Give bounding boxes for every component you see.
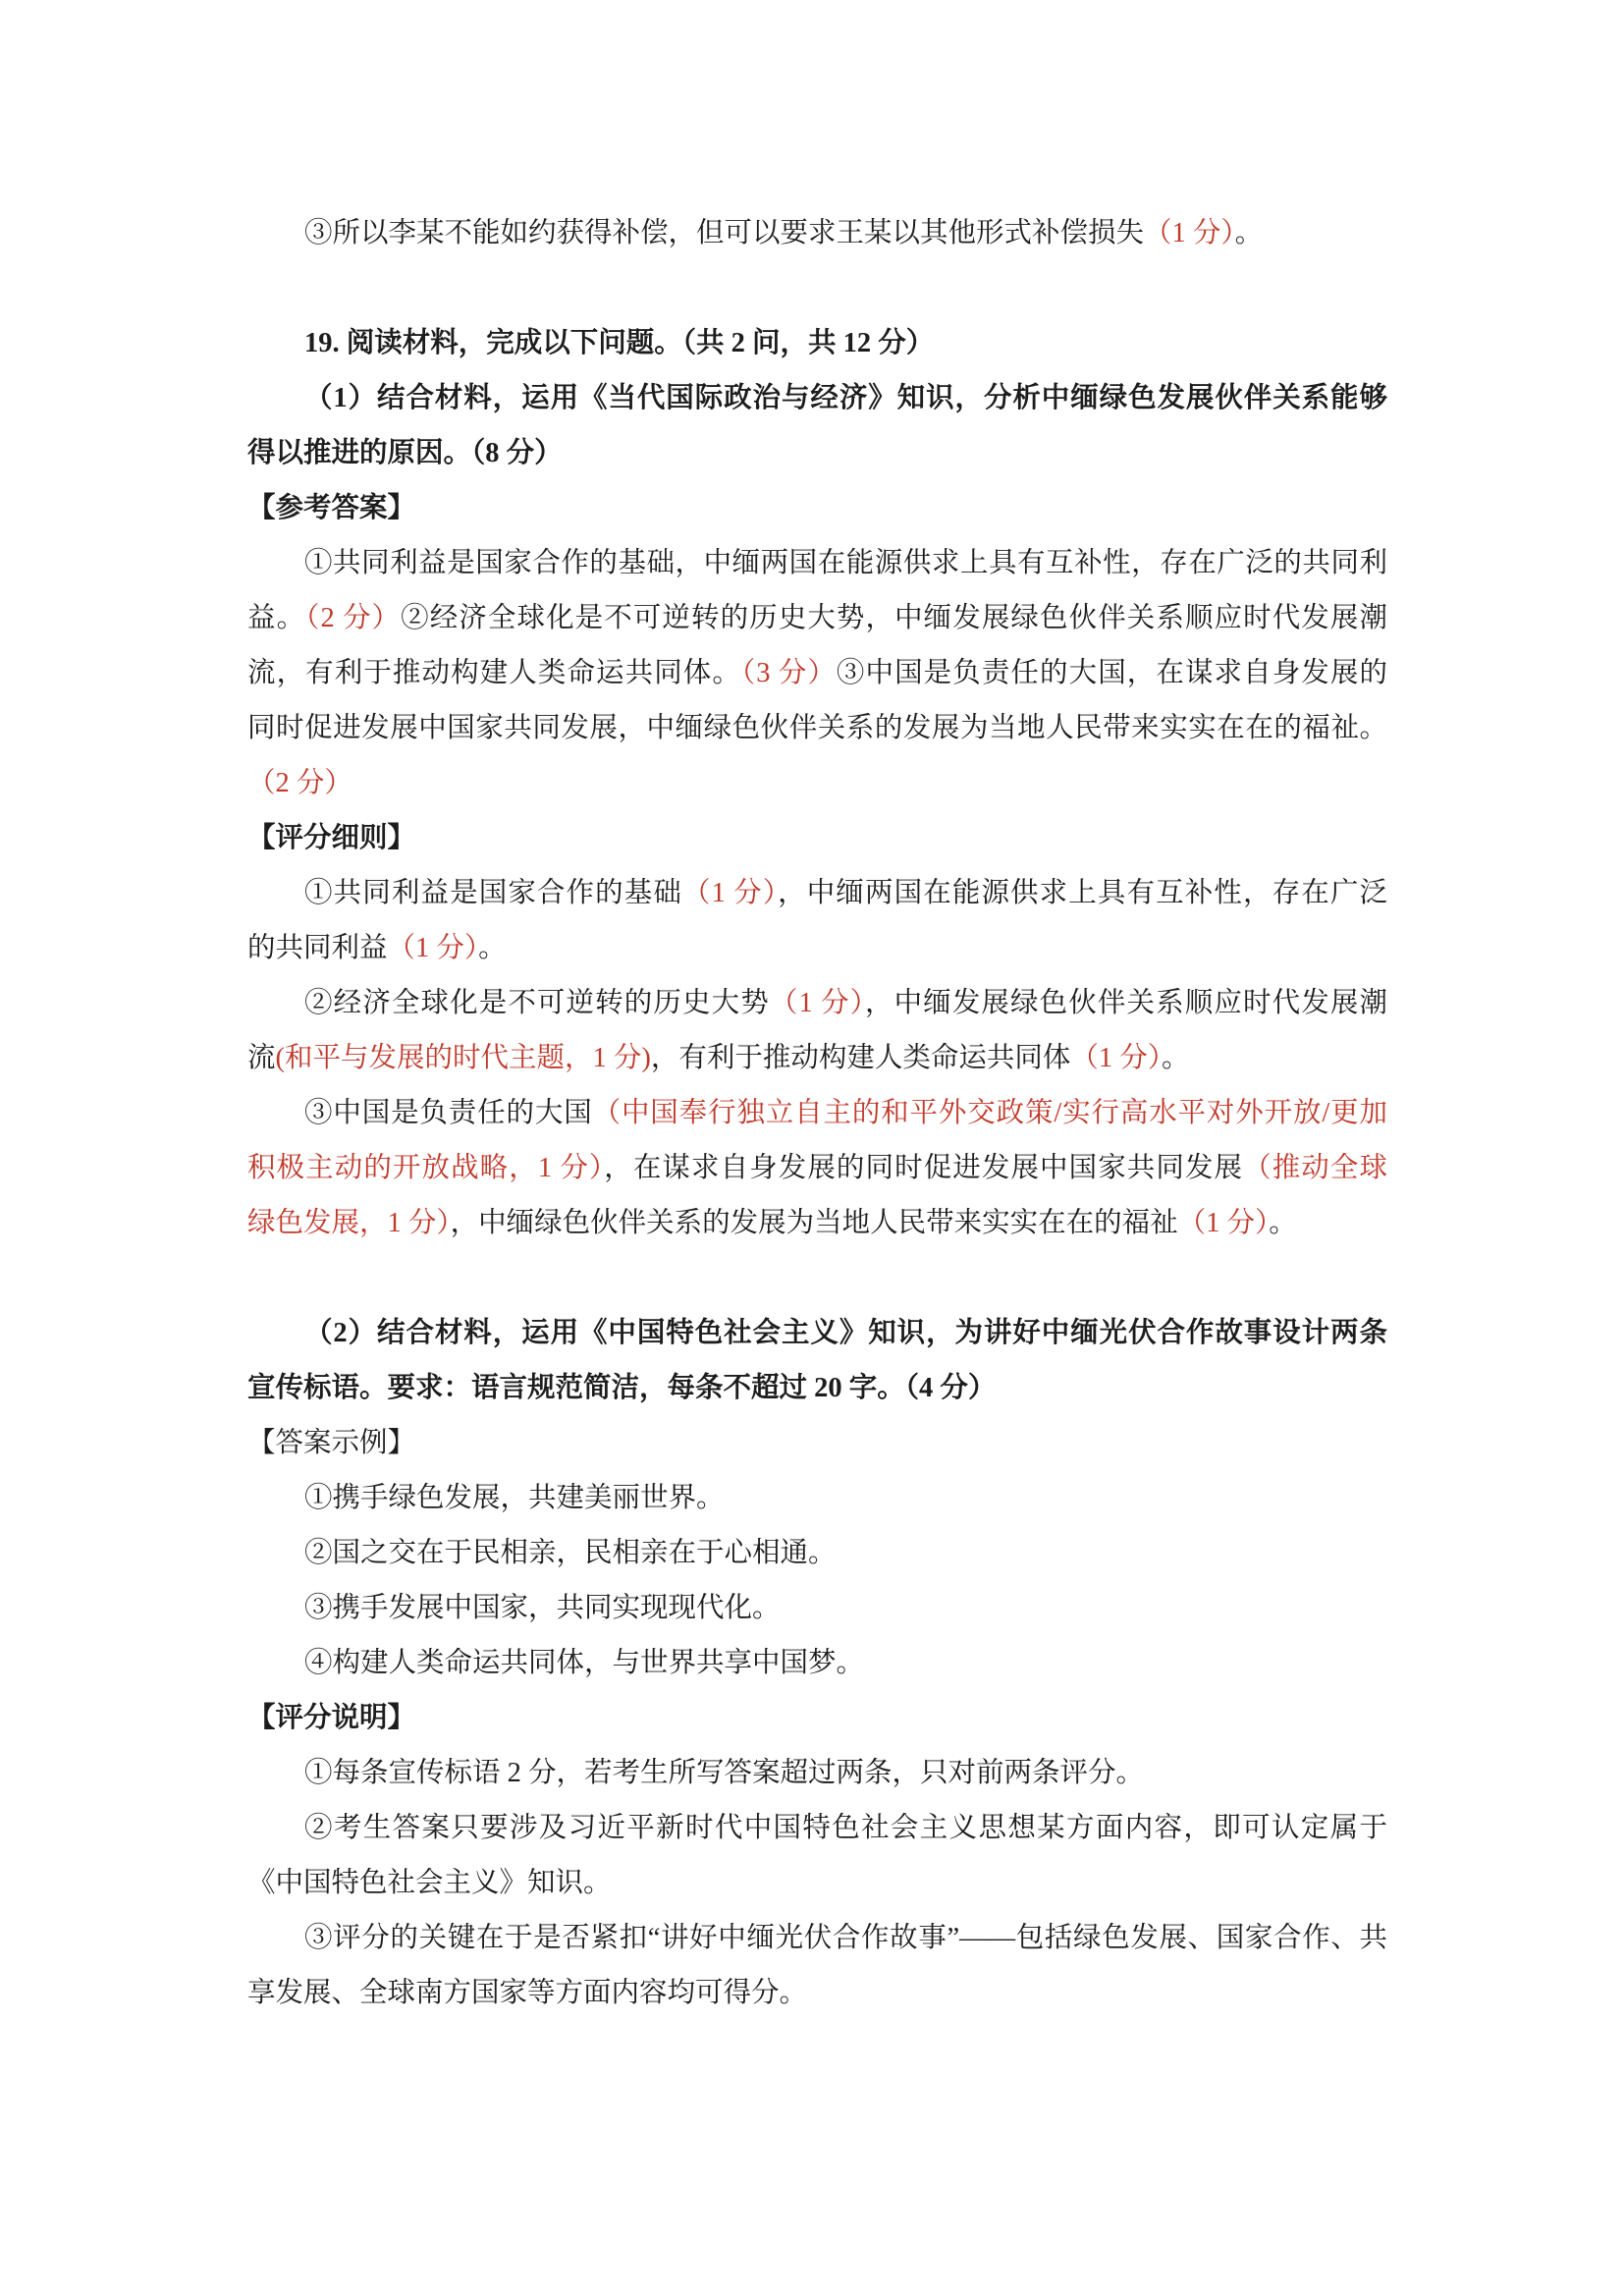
answer-text: 的共同利益 (247, 933, 388, 963)
score-note: （1 分） (1177, 1208, 1270, 1238)
answer-text: 。 (1234, 218, 1264, 248)
blank-line (247, 1251, 1387, 1306)
score-note: (和平与发展的时代主题，1 分) (275, 1043, 651, 1073)
answer-text: ②经济全球化是不可逆转的历史大势 (304, 988, 770, 1018)
sample-answer-item: ①携手绿色发展，共建美丽世界。 (304, 1483, 725, 1513)
reference-answer-line (247, 536, 1387, 591)
score-note: （1 分） (1070, 1043, 1163, 1073)
answer-text: 同时促进发展中国家共同发展，中缅绿色伙伴关系的发展为当地人民带来实实在在的福祉。 (247, 713, 1387, 743)
reference-answer-line (247, 701, 1387, 756)
score-note: （3 分） (740, 658, 837, 688)
score-note: （2 分） (305, 603, 402, 633)
answer-text: 。 (1269, 1208, 1297, 1238)
score-note: 积极主动的开放战略，1 分） (247, 1153, 605, 1183)
answer-text: 。 (478, 933, 507, 963)
score-note: 绿色发展，1 分） (247, 1208, 451, 1238)
score-note: （1 分） (682, 878, 779, 908)
answer-text: ，在谋求自身发展的同时促进发展中国家共同发展 (604, 1153, 1244, 1183)
scoring-note-line: ②考生答案只要涉及习近平新时代中国特色社会主义思想某方面内容，即可认定属于 (304, 1813, 1387, 1843)
score-note: （1 分） (769, 988, 865, 1018)
scoring-note-line: ③评分的关键在于是否紧扣“讲好中缅光伏合作故事”——包括绿色发展、国家合作、共 (304, 1923, 1387, 1953)
reference-answer-line (247, 591, 1387, 646)
part-1-prompt-line: 得以推进的原因。（8 分） (247, 438, 563, 468)
answer-text: 流，有利于推动构建人类命运共同体。 (247, 658, 741, 688)
score-note: （1 分） (387, 933, 479, 963)
scoring-rule-line (247, 921, 1387, 976)
answer-text: ①共同利益是国家合作的基础，中缅两国在能源供求上具有互补性，存在广泛的共同利 (304, 548, 1387, 578)
scoring-rule-line (247, 1196, 1387, 1251)
score-note: （推动全球 (1243, 1153, 1387, 1183)
scoring-note-line: 享发展、全球南方国家等方面内容均可得分。 (247, 1978, 808, 2008)
scoring-rules-heading: 【评分细则】 (247, 823, 416, 853)
answer-text: ③中国是负责任的大国，在谋求自身发展的 (836, 658, 1387, 688)
scoring-rule-line (247, 866, 1387, 921)
answer-text: ③中国是负责任的大国 (304, 1098, 593, 1128)
answer-text: ，有利于推动构建人类命运共同体 (650, 1043, 1071, 1073)
reference-answer-line (247, 756, 1387, 811)
reference-answer-heading: 【参考答案】 (247, 493, 416, 523)
answer-text: 。 (1162, 1043, 1190, 1073)
scoring-rule-line (247, 1141, 1387, 1196)
part-2-prompt-line: （2）结合材料，运用《中国特色社会主义》知识，为讲好中缅光伏合作故事设计两条 (304, 1318, 1387, 1348)
scoring-note-line: ①每条宣传标语 2 分，若考生所写答案超过两条，只对前两条评分。 (304, 1758, 1145, 1788)
answer-text: ，中缅两国在能源供求上具有互补性，存在广泛 (778, 878, 1387, 908)
reference-answer-line (247, 646, 1387, 701)
score-note: （1 分） (1144, 218, 1235, 248)
scoring-rule-line (247, 1086, 1387, 1141)
part-2-prompt-line: 宣传标语。要求：语言规范简洁，每条不超过 20 字。（4 分） (247, 1373, 997, 1403)
scoring-rule-line (247, 1031, 1387, 1086)
scoring-rule-line (247, 976, 1387, 1031)
answer-text: ②经济全球化是不可逆转的历史大势，中缅发展绿色伙伴关系顺应时代发展潮 (401, 603, 1387, 633)
score-note: （2 分） (247, 768, 352, 798)
score-note: （中国奉行独立自主的和平外交政策/实行高水平对外开放/更加 (592, 1098, 1387, 1128)
sample-answer-item: ④构建人类命运共同体，与世界共享中国梦。 (304, 1648, 865, 1678)
answer-text: ，中缅发展绿色伙伴关系顺应时代发展潮 (864, 988, 1387, 1018)
blank-line (247, 261, 1387, 316)
answer-content (247, 206, 1387, 2021)
part-1-prompt-line: （1）结合材料，运用《当代国际政治与经济》知识，分析中缅绿色发展伙伴关系能够 (304, 383, 1387, 413)
answer-text: ①共同利益是国家合作的基础 (304, 878, 683, 908)
scoring-notes-heading: 【评分说明】 (247, 1703, 416, 1733)
answer-text: ，中缅绿色伙伴关系的发展为当地人民带来实实在在的福祉 (450, 1208, 1178, 1238)
scoring-note-line: 《中国特色社会主义》知识。 (247, 1868, 612, 1898)
question-19-title: 19. 阅读材料，完成以下问题。（共 2 问，共 12 分） (304, 328, 935, 358)
answer-text: 益。 (247, 603, 306, 633)
answer-text: ③所以李某不能如约获得补偿，但可以要求王某以其他形式补偿损失 (304, 218, 1145, 248)
answer-text: 流 (247, 1043, 276, 1073)
sample-answer-item: ②国之交在于民相亲，民相亲在于心相通。 (304, 1538, 837, 1568)
previous-answer-line (247, 206, 1387, 261)
sample-answers-heading: 【答案示例】 (247, 1428, 416, 1458)
sample-answer-item: ③携手发展中国家，共同实现现代化。 (304, 1593, 781, 1623)
